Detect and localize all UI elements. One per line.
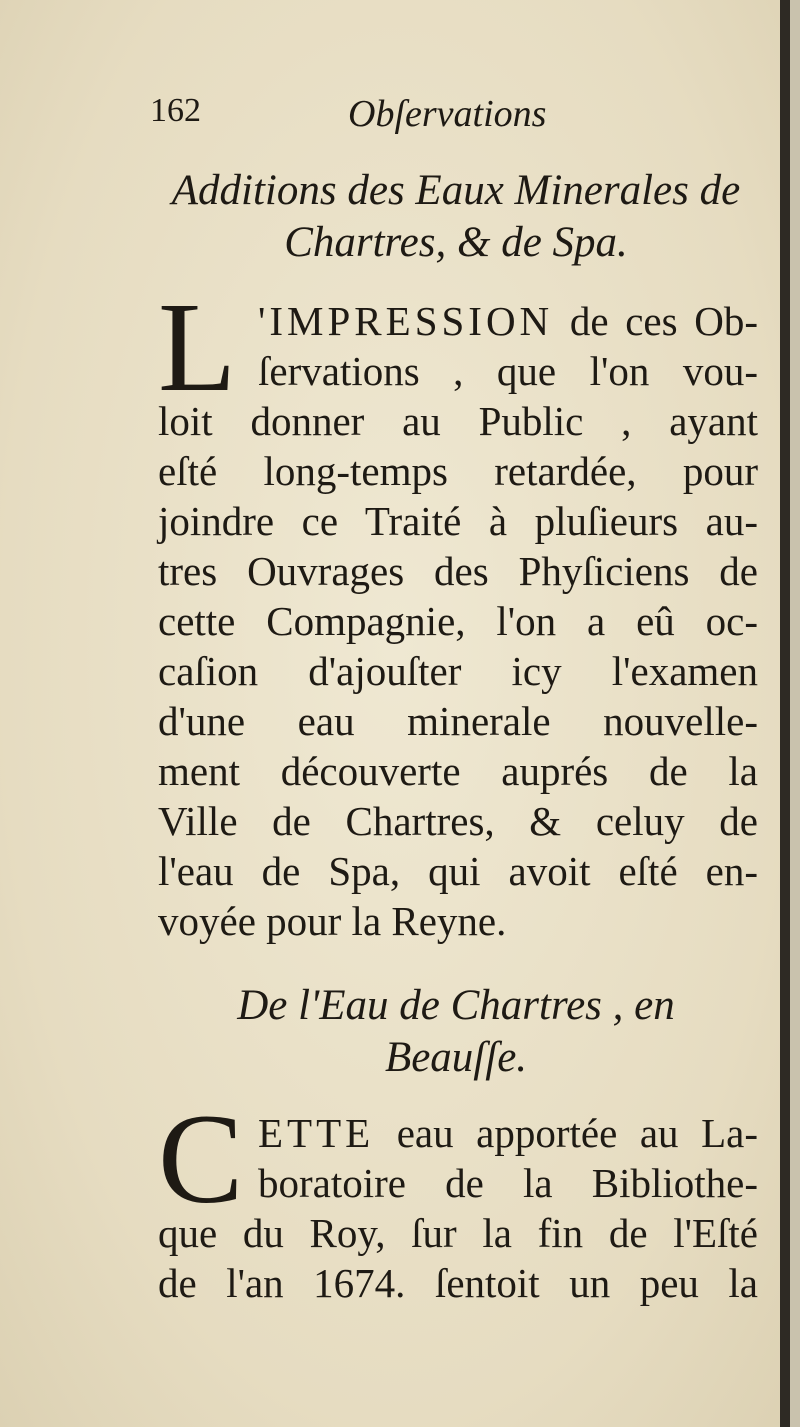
text-line: ſervations , que l'on vou- [258, 348, 758, 394]
text-line: l'eau de Spa, qui avoit eſté en- [158, 848, 758, 894]
text-line: tres Ouvrages des Phyſiciens de [158, 548, 758, 594]
running-head: Obſervations [348, 93, 547, 135]
text-line: cette Compagnie, l'on a eû oc- [158, 598, 758, 644]
section-heading-additions [150, 165, 762, 269]
drop-cap-letter: C [158, 1088, 244, 1230]
text-line: eſté long-temps retardée, pour [158, 448, 758, 494]
heading-line: Chartres, & de Spa. [284, 219, 628, 266]
text-line: que du Roy, ſur la fin de l'Eſté [158, 1210, 758, 1256]
drop-cap-letter: L [158, 276, 237, 418]
page-header [150, 92, 570, 142]
text-line: loit donner au Public , ayant [158, 398, 758, 444]
heading-line: Additions des Eaux Minerales de [171, 167, 741, 214]
text-line [258, 296, 758, 346]
heading-line: De l'Eau de Chartres , en [237, 982, 675, 1029]
text-line: joindre ce Traité à pluſieurs au- [158, 498, 758, 544]
page-edge-shadow [780, 0, 790, 1427]
section-heading-chartres [150, 980, 762, 1084]
text-span: de ces Ob- [569, 298, 758, 344]
text-line: Ville de Chartres, & celuy de [158, 798, 758, 844]
text-line [258, 1108, 758, 1158]
text-line: d'une eau minerale nouvelle- [158, 698, 758, 744]
heading-line: Beauſſe. [384, 1034, 528, 1081]
small-caps-word: 'IMPRESSION [258, 298, 554, 344]
text-line: voyée pour la Reyne. [158, 898, 507, 944]
text-line: boratoire de la Bibliothe- [258, 1160, 758, 1206]
text-line: caſion d'ajouſter icy l'examen [158, 648, 758, 694]
small-caps-word: ETTE [258, 1110, 375, 1156]
text-line: ment découverte auprés de la [158, 748, 758, 794]
text-line: de l'an 1674. ſentoit un peu la [158, 1260, 758, 1306]
page-number: 162 [150, 92, 201, 129]
text-span: eau apportée au La- [396, 1110, 758, 1156]
